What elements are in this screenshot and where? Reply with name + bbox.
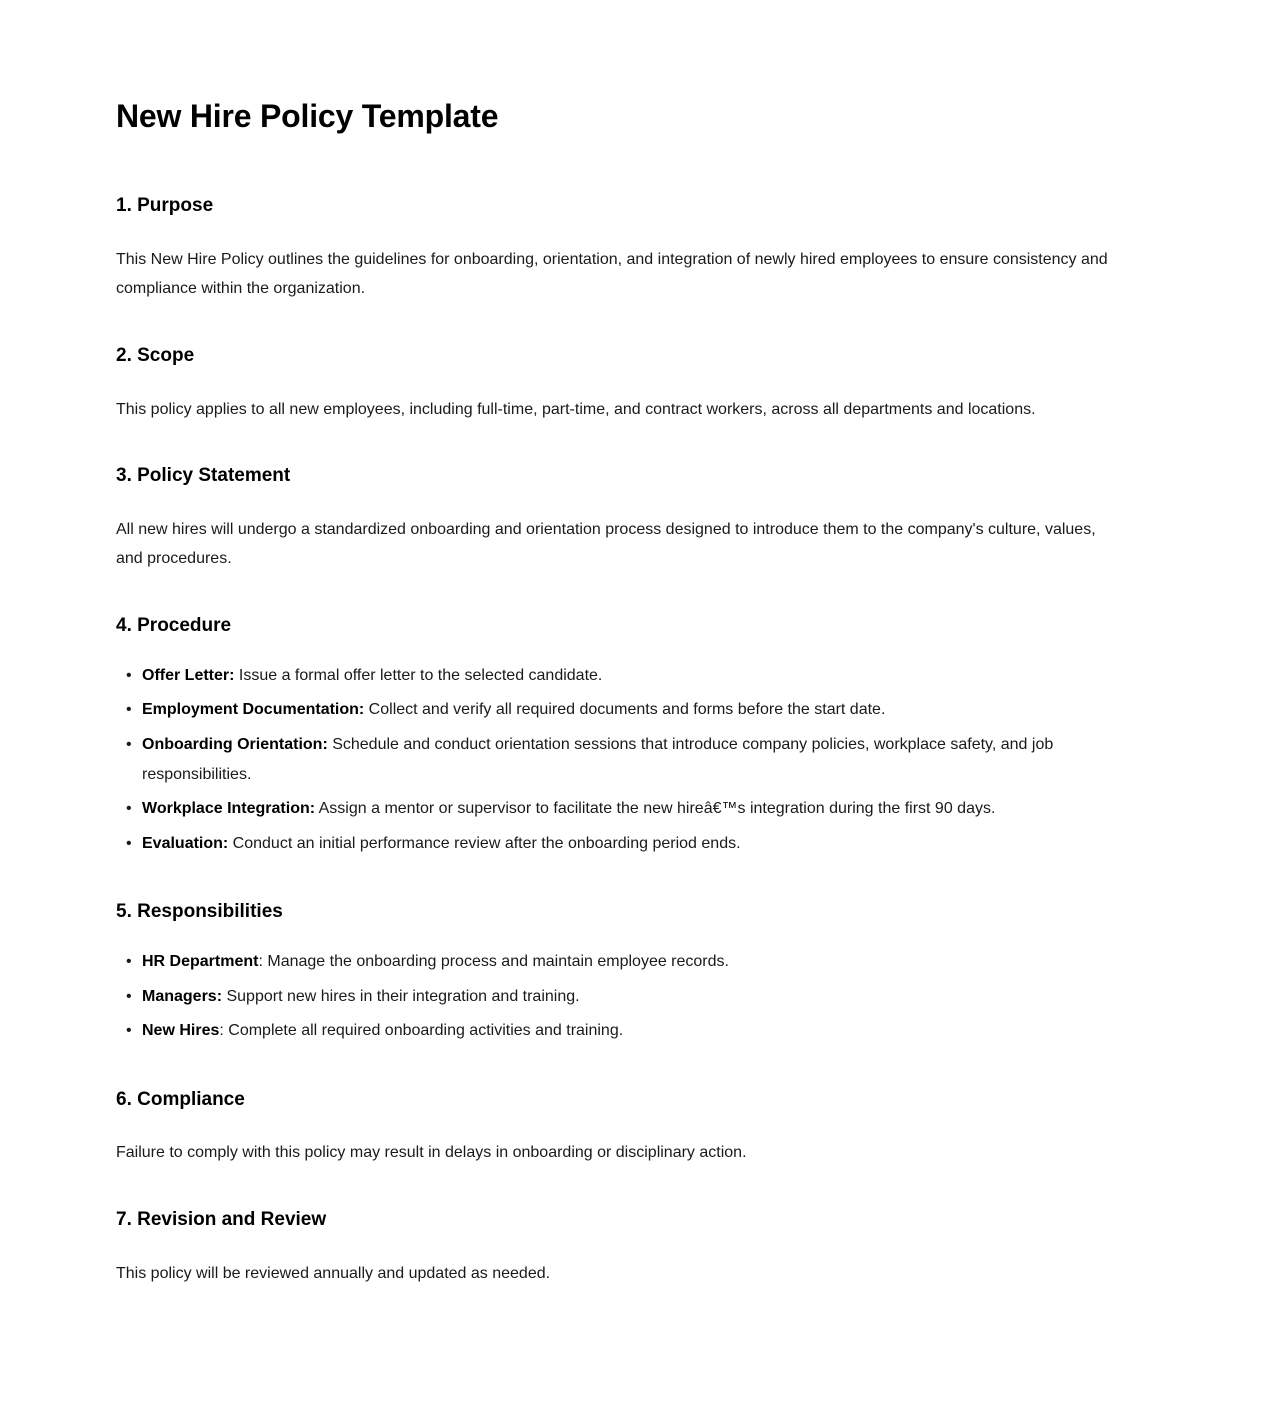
list-item [116, 730, 1121, 789]
section-heading-responsibilities: 5. Responsibilities [116, 901, 283, 923]
page-title: New Hire Policy Template [116, 98, 499, 134]
section-paragraph-purpose: This New Hire Policy outlines the guidelines for onboarding, orientation, and integration of newly hired employees to ensure consistency and compliance within the organization. [116, 250, 1108, 298]
section-paragraph-scope: This policy applies to all new employees, including full-time, part-time, and contract workers, across all departments and locations. [116, 400, 1036, 418]
list-item-label: Workplace Integration: [142, 800, 316, 818]
list-item [116, 1016, 1121, 1046]
section-paragraph-policy-statement: All new hires will undergo a standardized onboarding and orientation process designed to introduce them to the company's culture, values, and procedures. [116, 520, 1096, 568]
list-item-label: Offer Letter: [142, 666, 235, 684]
list-item [116, 829, 1121, 859]
section-paragraph-revision-and-review: This policy will be reviewed annually and updated as needed. [116, 1264, 551, 1282]
section-compliance [116, 1088, 1162, 1168]
list-item-label: Employment Documentation: [142, 701, 365, 719]
list-item [116, 982, 1121, 1012]
procedure-list [116, 661, 1121, 859]
list-item-label: Managers: [142, 987, 223, 1005]
section-scope [116, 344, 1162, 424]
list-item-text: Support new hires in their integration and training. [222, 987, 580, 1005]
section-revision-and-review [116, 1208, 1162, 1288]
list-item-text: : Manage the onboarding process and maintain employee records. [258, 952, 729, 970]
list-item-label: Onboarding Orientation: [142, 735, 328, 753]
list-item [116, 695, 1121, 725]
section-paragraph-compliance: Failure to comply with this policy may result in delays in onboarding or disciplinary action. [116, 1144, 747, 1162]
list-item [116, 947, 1121, 977]
section-responsibilities [116, 900, 1162, 1045]
section-heading-policy-statement: 3. Policy Statement [116, 465, 291, 487]
section-heading-revision-and-review: 7. Revision and Review [116, 1209, 327, 1231]
section-policy-statement [116, 464, 1162, 574]
list-item-text: Assign a mentor or supervisor to facilitate the new hireâ€™s integration during the first 90 days. [315, 800, 996, 818]
list-item-label: New Hires [142, 1022, 220, 1040]
list-item-label: Evaluation: [142, 834, 229, 852]
responsibilities-list [116, 947, 1121, 1046]
list-item-label: HR Department [142, 952, 259, 970]
section-heading-scope: 2. Scope [116, 344, 195, 366]
section-heading-purpose: 1. Purpose [116, 195, 214, 216]
list-item-text: Collect and verify all required documents and forms before the start date. [364, 701, 886, 719]
list-item-text: : Complete all required onboarding activities and training. [219, 1022, 624, 1040]
list-item [116, 794, 1121, 824]
section-purpose [116, 194, 1162, 304]
list-item-text: Conduct an initial performance review after the onboarding period ends. [228, 834, 741, 852]
list-item [116, 661, 1121, 691]
section-heading-procedure: 4. Procedure [116, 615, 232, 637]
section-procedure [116, 614, 1162, 858]
list-item-text: Schedule and conduct orientation sessions that introduce company policies, workplace safety, and job responsibilities. [142, 735, 1054, 783]
list-item-text: Issue a formal offer letter to the selected candidate. [234, 666, 603, 684]
section-heading-compliance: 6. Compliance [116, 1088, 245, 1110]
